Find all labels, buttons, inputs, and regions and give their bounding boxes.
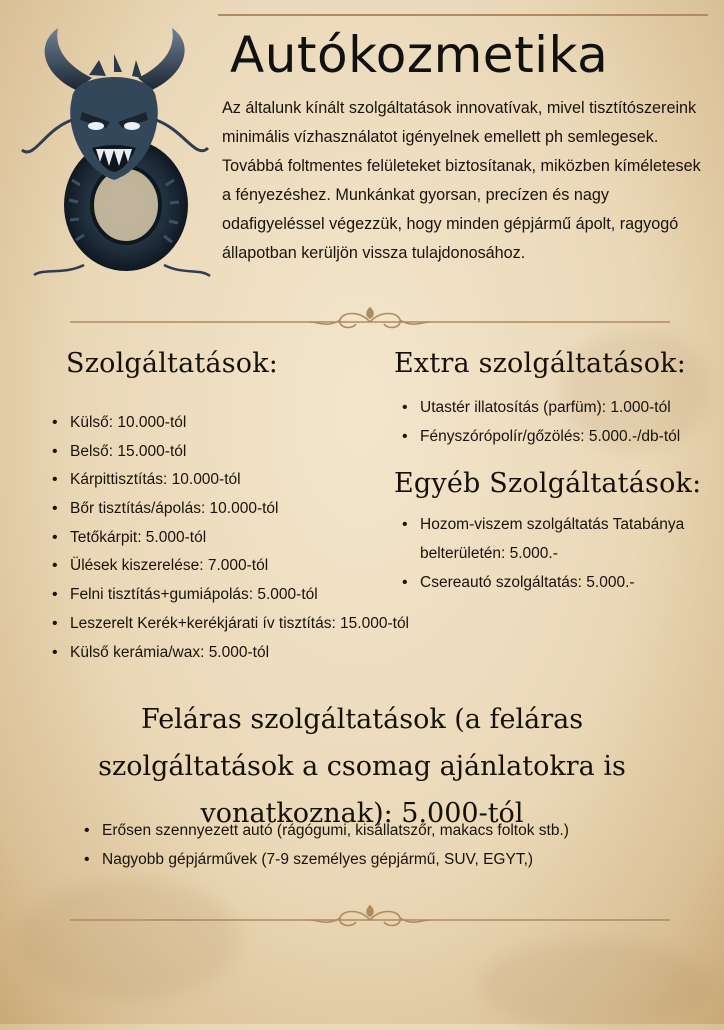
extra-heading: Extra szolgáltatások: — [394, 348, 687, 379]
list-item: • Utastér illatosítás (parfüm): 1.000-tól — [400, 393, 720, 422]
list-item: • Erősen szennyezett autó (rágógumi, kisállatszőr, makacs foltok stb.) — [82, 816, 702, 845]
list-item: • Tetőkárpit: 5.000-tól — [50, 524, 470, 553]
list-item: • Belső: 15.000-tól — [50, 438, 470, 467]
list-item: • Ülések kiszerelése: 7.000-tól — [50, 552, 470, 581]
list-item: • Leszerelt Kerék+kerékjárati ív tisztítás: 15.000-tól — [50, 610, 470, 639]
page-title: Autókozmetika — [230, 26, 609, 84]
top-rule — [218, 14, 708, 16]
surcharge-list — [82, 816, 702, 874]
list-item: • Csereautó szolgáltatás: 5.000.- — [400, 568, 710, 597]
list-item: • Bőr tisztítás/ápolás: 10.000-tól — [50, 495, 470, 524]
list-item: • Külső: 10.000-tól — [50, 409, 470, 438]
surcharge-heading: Feláras szolgáltatások (a feláras szolgáltatások a csomag ajánlatokra is vonatkoznak): 5.000-tól — [98, 704, 626, 829]
other-list — [400, 510, 710, 597]
horned-demon-tire-icon — [14, 20, 214, 280]
list-item: • Fényszórópolír/gőzölés: 5.000.-/db-tól — [400, 422, 720, 451]
paper-stain — [480, 940, 710, 1030]
extra-list — [400, 393, 720, 451]
list-item: • Hozom-viszem szolgáltatás Tatabánya belterületén: 5.000.- — [400, 510, 710, 568]
services-heading: Szolgáltatások: — [66, 348, 279, 379]
list-item: • Kárpittisztítás: 10.000-tól — [50, 466, 470, 495]
ornament-divider — [70, 896, 670, 936]
ornament-divider — [70, 298, 670, 338]
list-item: • Felni tisztítás+gumiápolás: 5.000-tól — [50, 581, 470, 610]
list-item: • Külső kerámia/wax: 5.000-tól — [50, 639, 470, 668]
intro-paragraph: Az általunk kínált szolgáltatások innovatívak, mivel tisztítószereink minimális vízhasználatot igényelnek emellett ph semlegesek. Továbbá foltmentes felületeket biztosítanak, miközben kíméletesek a fényezéshez. Munkánkat gyorsan, precízen és nagy odafigyeléssel végezzük, hogy minden gépjármű ápolt, ragyogó állapotban kerüljön vissza tulajdonosához. — [222, 99, 701, 262]
list-item: • Nagyobb gépjárművek (7-9 személyes gépjármű, SUV, EGYT,) — [82, 845, 702, 874]
other-heading: Egyéb Szolgáltatások: — [394, 468, 702, 499]
